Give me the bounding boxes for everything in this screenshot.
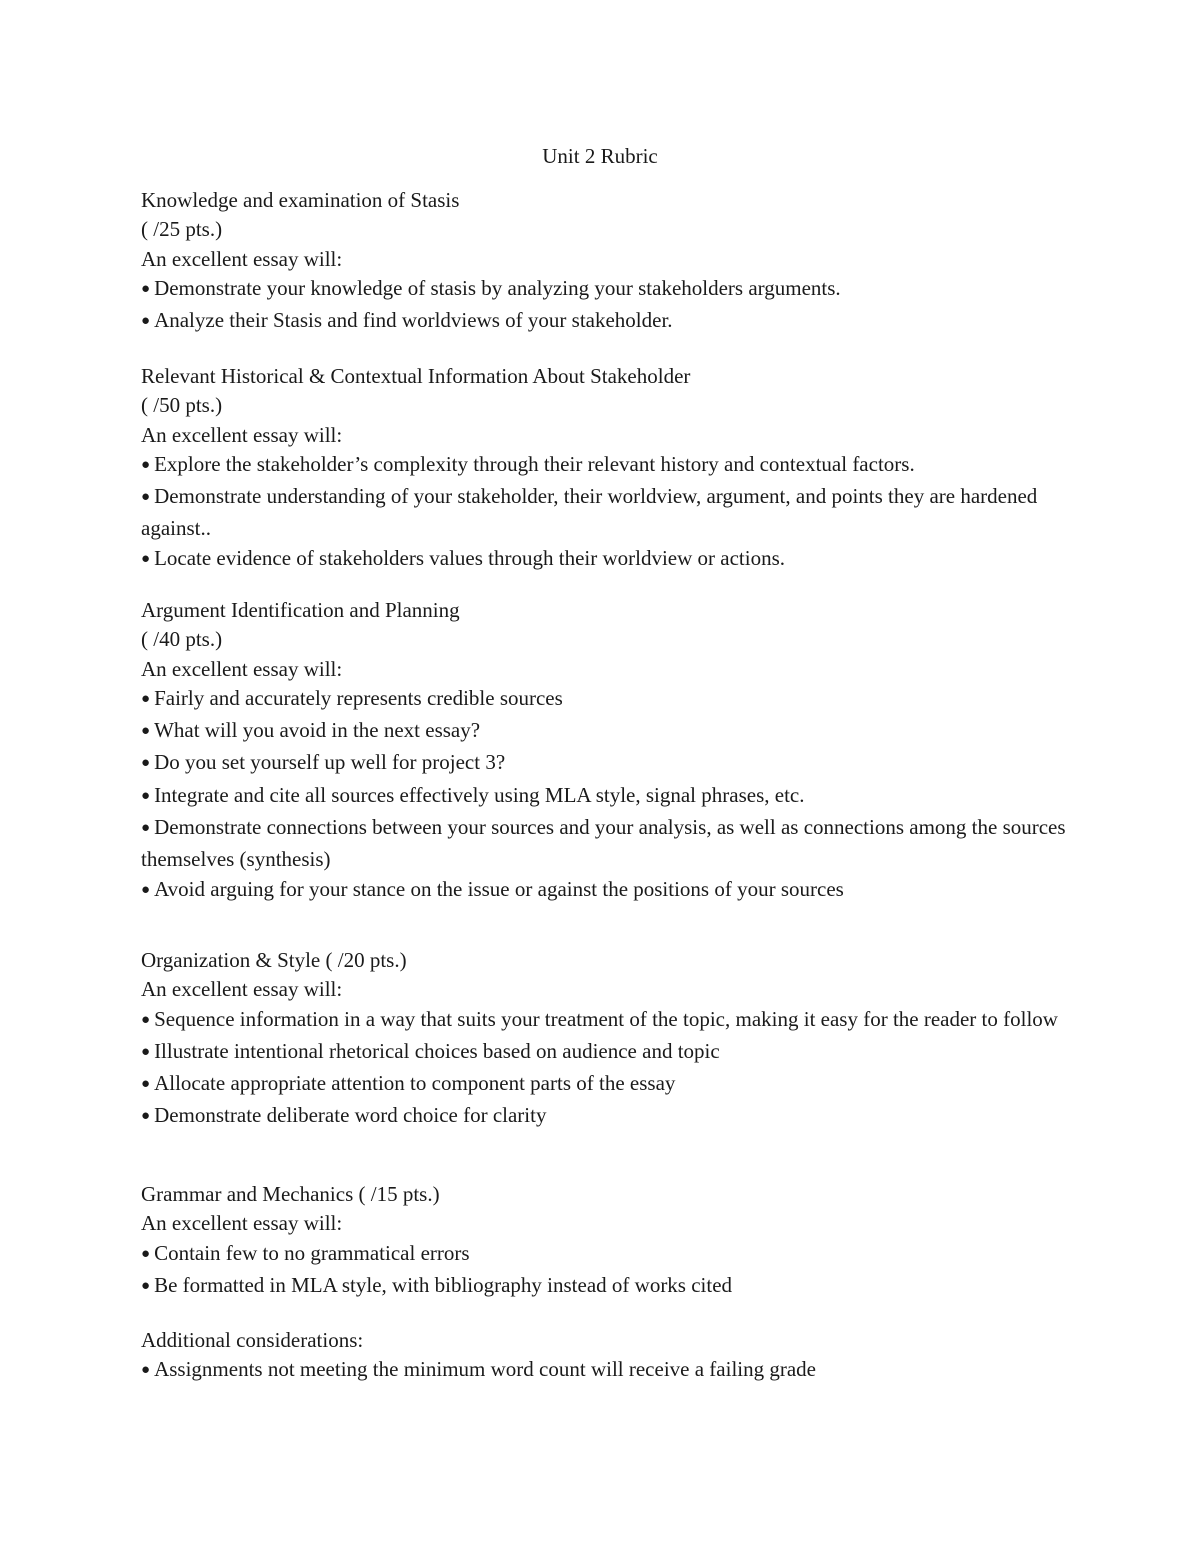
list-item [141,306,1071,338]
section-historical-context [141,362,1071,576]
list-item [141,684,1071,716]
list-item [141,1101,1071,1133]
list-item [141,781,1071,813]
bullet-icon: ● [141,1362,151,1379]
section-argument-planning [141,596,1071,907]
list-item [141,1239,1071,1271]
section-stasis [141,186,1071,338]
section-heading: Argument Identification and Planning [141,598,460,622]
section-heading: Grammar and Mechanics ( /15 pts.) [141,1182,440,1206]
section-intro: An excellent essay will: [141,246,343,271]
bullet-text: Demonstrate understanding of your stakeholder, their worldview, argument, and points they are hardened against.. [141,484,1038,541]
section-points: ( /40 pts.) [141,627,223,652]
section-heading: Additional considerations: [141,1328,364,1352]
bullet-icon: ● [141,820,151,837]
bullet-text: Be formatted in MLA style, with bibliography instead of works cited [154,1272,733,1297]
section-heading: Relevant Historical & Contextual Information About Stakeholder [141,364,691,388]
section-intro: An excellent essay will: [141,1211,343,1236]
list-item [141,1069,1071,1101]
section-points: ( /25 pts.) [141,217,223,242]
bullet-icon: ● [141,1277,151,1294]
list-item [141,1005,1071,1037]
bullet-text: Contain few to no grammatical errors [154,1240,470,1265]
list-item [141,1037,1071,1069]
bullet-text: Fairly and accurately represents credible sources [154,685,563,710]
bullet-icon: ● [141,1076,151,1093]
bullet-text: Sequence information in a way that suits your treatment of the topic, making it easy for the reader to follow [154,1006,1058,1031]
bullet-icon: ● [141,313,151,330]
bullet-icon: ● [141,489,151,506]
section-additional-considerations [141,1326,1071,1388]
bullet-text: Demonstrate connections between your sources and your analysis, as well as connections among the sources themselves (synthesis) [141,815,1066,872]
section-points: ( /50 pts.) [141,393,223,418]
list-item [141,482,1071,544]
bullet-text: Avoid arguing for your stance on the issue or against the positions of your sources [154,876,844,901]
bullet-icon: ● [141,1043,151,1060]
section-heading: Organization & Style ( /20 pts.) [141,948,407,972]
bullet-text: Demonstrate deliberate word choice for clarity [154,1103,547,1128]
section-organization-style [141,946,1071,1134]
list-item [141,1355,1071,1387]
bullet-text: Analyze their Stasis and find worldviews of your stakeholder. [154,308,673,333]
bullet-text: Do you set yourself up well for project 3? [154,750,506,775]
bullet-text: Integrate and cite all sources effectively using MLA style, signal phrases, etc. [154,782,805,807]
list-item [141,274,1071,306]
bullet-text: Demonstrate your knowledge of stasis by analyzing your stakeholders arguments. [154,275,841,300]
bullet-icon: ● [141,280,151,297]
bullet-text: Assignments not meeting the minimum word count will receive a failing grade [154,1357,816,1382]
bullet-text: Explore the stakeholder’s complexity through their relevant history and contextual factors. [154,451,915,476]
bullet-icon: ● [141,550,151,567]
bullet-text: Allocate appropriate attention to component parts of the essay [154,1071,676,1096]
section-intro: An excellent essay will: [141,422,343,447]
section-intro: An excellent essay will: [141,977,343,1002]
bullet-icon: ● [141,755,151,772]
bullet-icon: ● [141,1011,151,1028]
list-item [141,544,1071,576]
section-heading: Knowledge and examination of Stasis [141,188,460,212]
list-item [141,450,1071,482]
list-item [141,813,1071,875]
bullet-text: Illustrate intentional rhetorical choices based on audience and topic [154,1038,720,1063]
bullet-text: What will you avoid in the next essay? [154,718,481,743]
bullet-icon: ● [141,456,151,473]
bullet-icon: ● [141,723,151,740]
bullet-icon: ● [141,1245,151,1262]
list-item [141,1271,1071,1303]
page-title: Unit 2 Rubric [542,144,658,168]
section-intro: An excellent essay will: [141,656,343,681]
bullet-icon: ● [141,787,151,804]
section-grammar-mechanics [141,1180,1071,1303]
list-item [141,716,1071,748]
list-item [141,875,1071,907]
list-item [141,748,1071,780]
bullet-icon: ● [141,690,151,707]
bullet-text: Locate evidence of stakeholders values through their worldview or actions. [154,545,786,570]
bullet-icon: ● [141,1108,151,1125]
bullet-icon: ● [141,881,151,898]
